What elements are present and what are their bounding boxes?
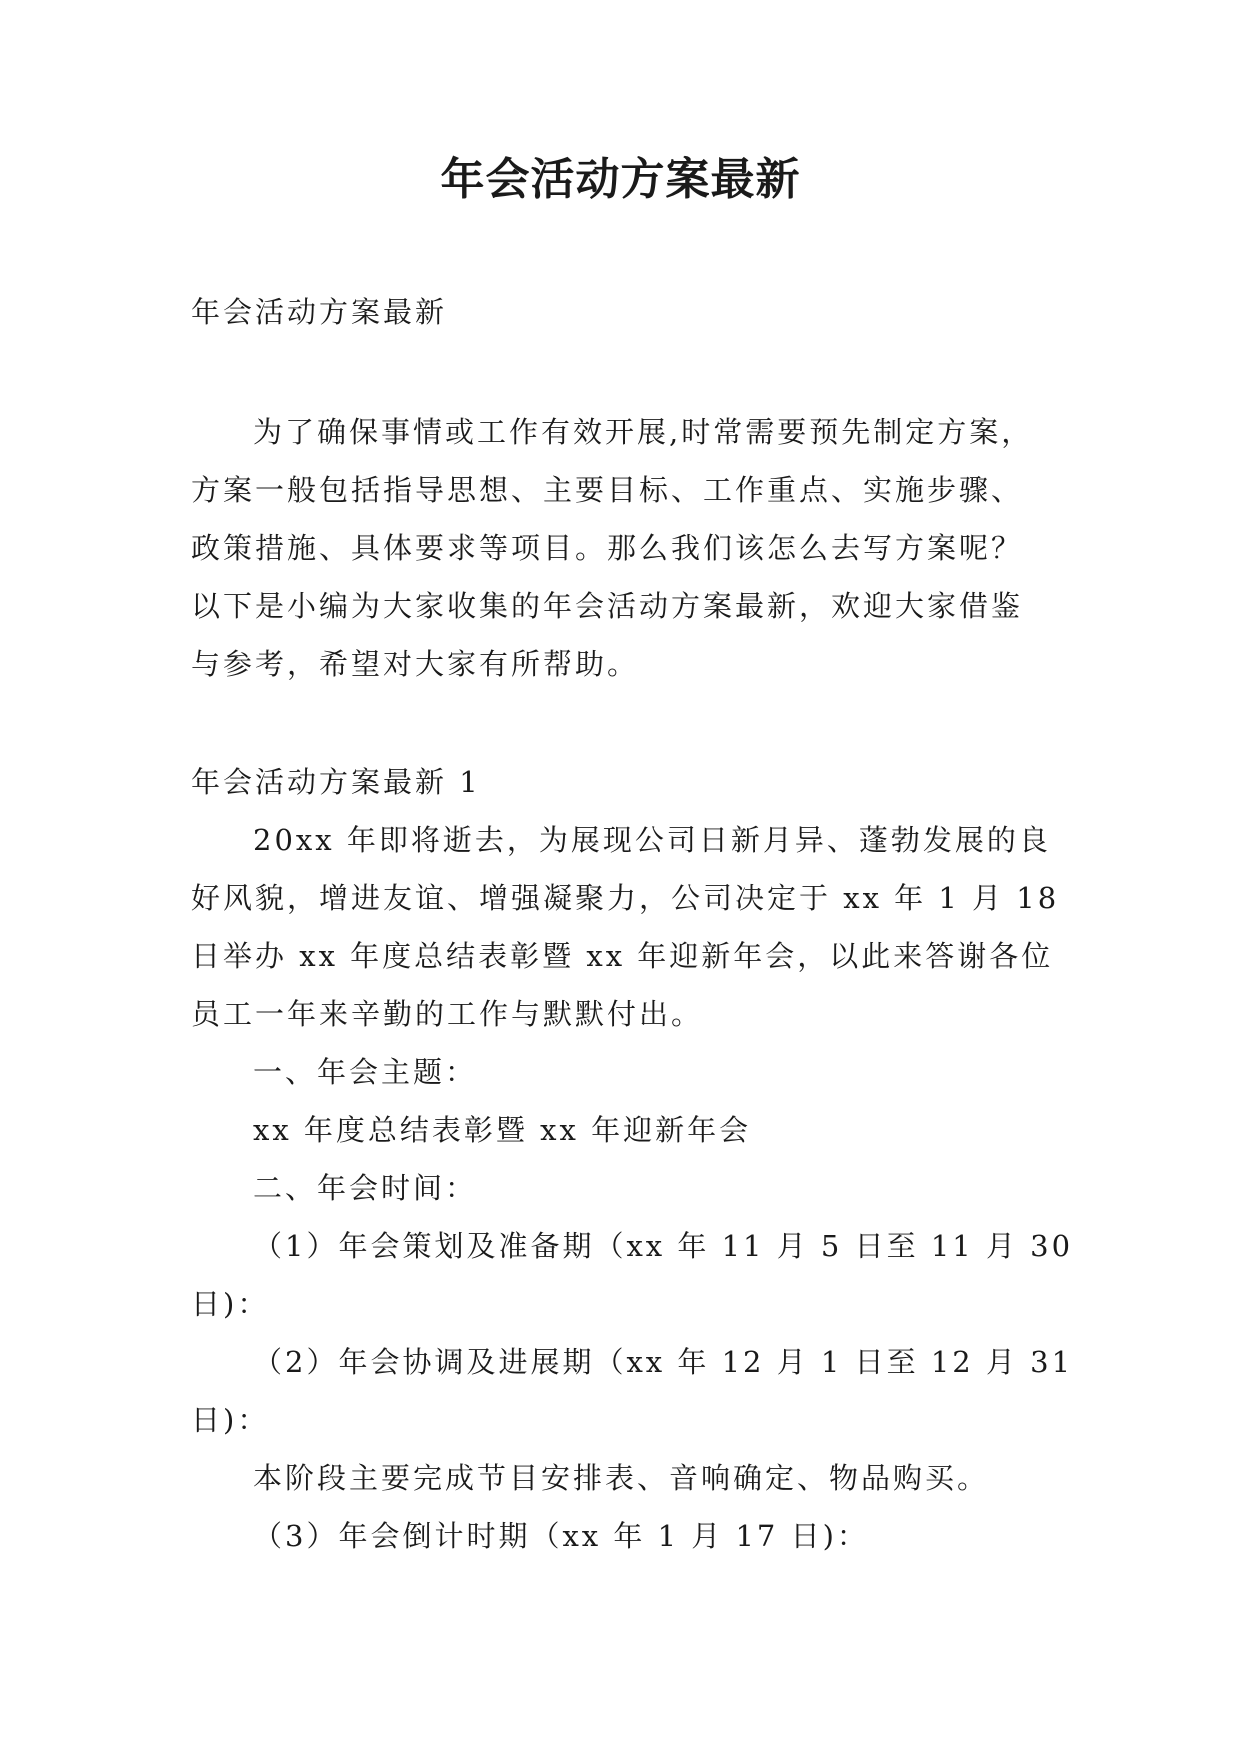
intro-line: 以下是小编为大家收集的年会活动方案最新，欢迎大家借鉴 [191,589,1024,623]
time-item-1-cont: 日)： [191,1287,270,1321]
theme-heading: 一、年会主题： [253,1055,478,1089]
paragraph-line: 员工一年来辛勤的工作与默默付出。 [191,997,704,1031]
time-item-2-note: 本阶段主要完成节目安排表、音响确定、物品购买。 [253,1461,990,1495]
paragraph-line: 日举办 xx 年度总结表彰暨 xx 年迎新年会，以此来答谢各位 [191,939,1054,973]
paragraph-line: 20xx 年即将逝去，为展现公司日新月异、蓬勃发展的良 [253,823,1051,857]
intro-line: 与参考，希望对大家有所帮助。 [191,647,640,681]
theme-text: xx 年度总结表彰暨 xx 年迎新年会 [253,1113,752,1147]
document-subtitle: 年会活动方案最新 [191,295,448,329]
document-title: 年会活动方案最新 [440,154,801,205]
time-item-2: （2）年会协调及进展期（xx 年 12 月 1 日至 12 月 31 [253,1345,1074,1379]
intro-line: 为了确保事情或工作有效开展,时常需要预先制定方案， [253,415,1034,449]
section-heading: 年会活动方案最新 1 [191,765,481,799]
intro-line: 政策措施、具体要求等项目。那么我们该怎么去写方案呢？ [191,531,1024,565]
paragraph-line: 好风貌，增进友谊、增强凝聚力，公司决定于 xx 年 1 月 18 [191,881,1060,915]
time-item-1: （1）年会策划及准备期（xx 年 11 月 5 日至 11 月 30 [253,1229,1074,1263]
time-heading: 二、年会时间： [253,1171,478,1205]
time-item-3: （3）年会倒计时期（xx 年 1 月 17 日)： [253,1519,869,1553]
time-item-2-cont: 日)： [191,1403,270,1437]
intro-line: 方案一般包括指导思想、主要目标、工作重点、实施步骤、 [191,473,1024,507]
